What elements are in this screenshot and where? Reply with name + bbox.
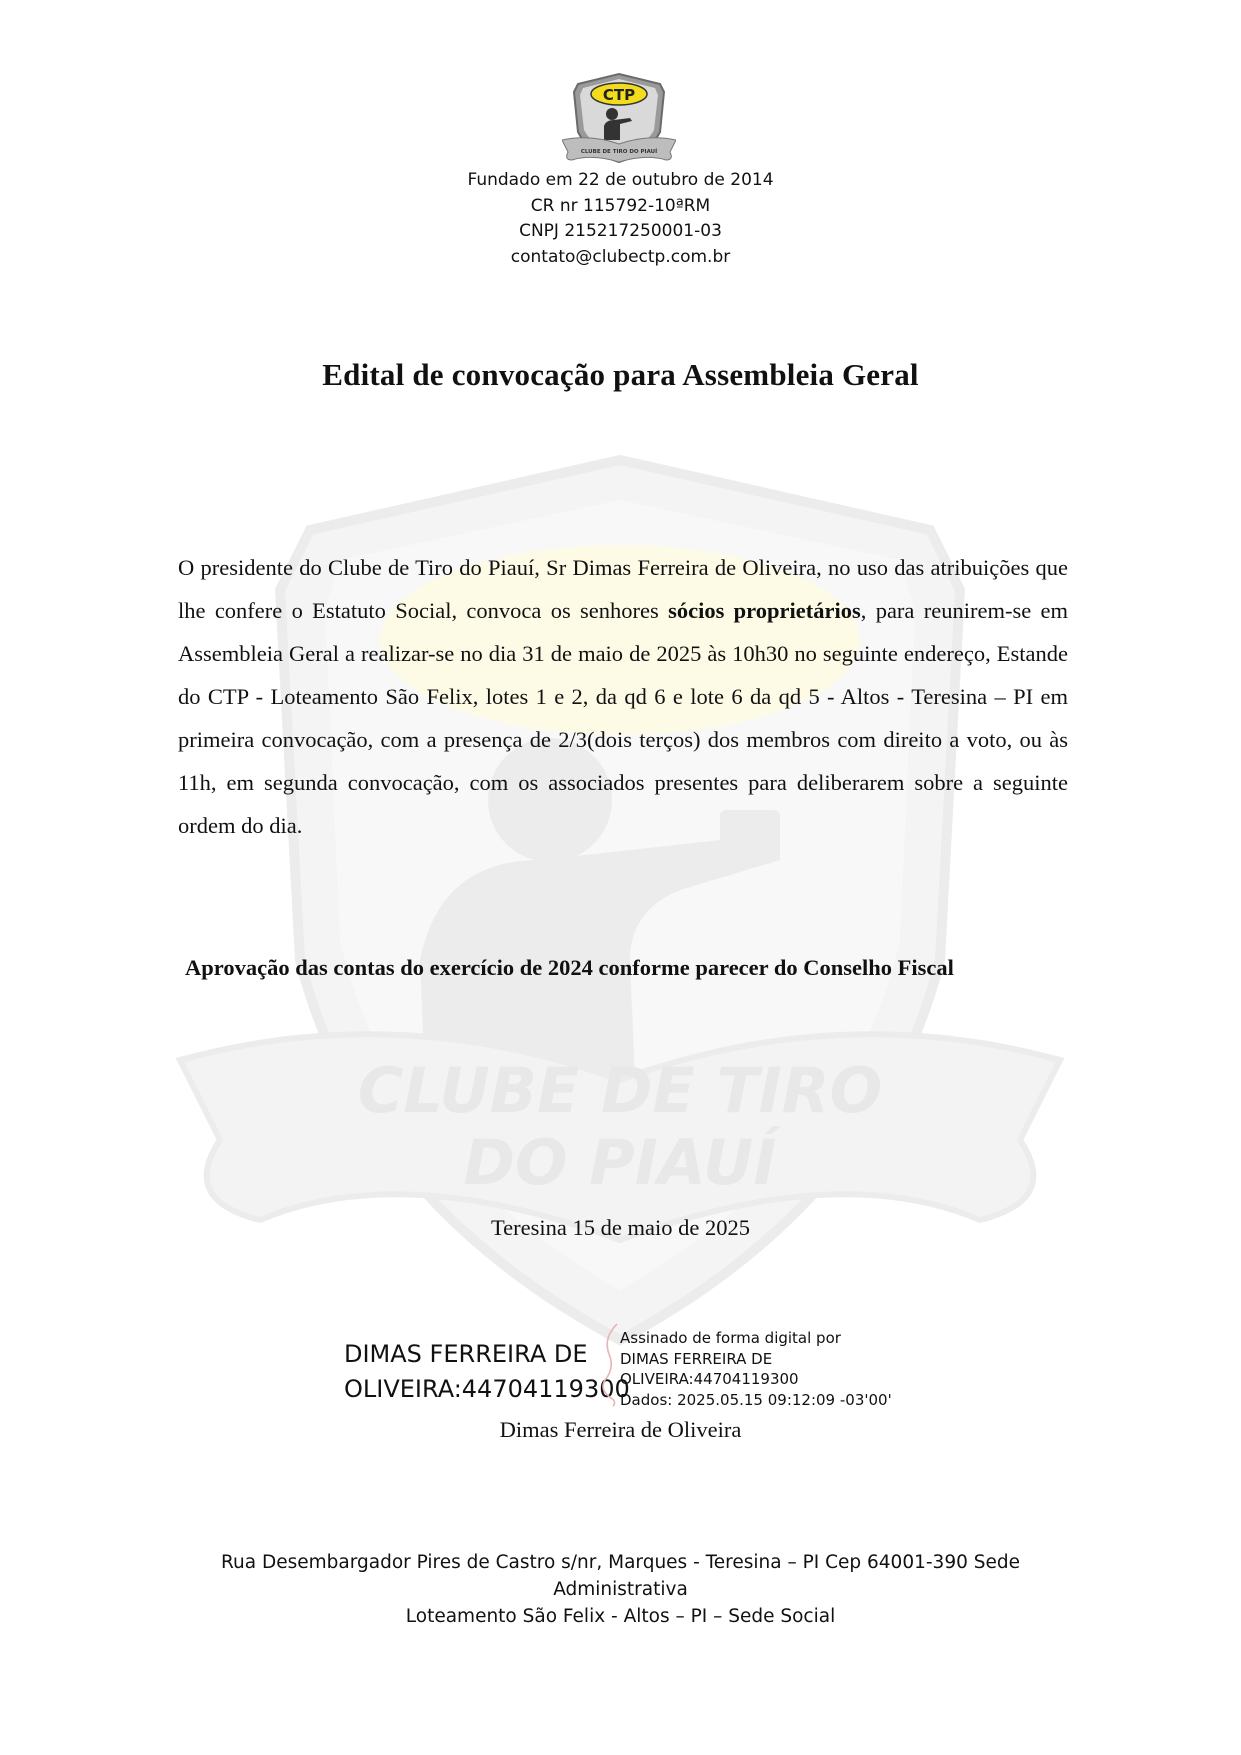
logo-banner-text: CLUBE DE TIRO DO PIAUÍ <box>580 149 658 155</box>
place-date-line: Teresina 15 de maio de 2025 <box>491 1215 750 1240</box>
club-header-info <box>0 168 1241 270</box>
signature-meta-line1: Assinado de forma digital por <box>620 1329 841 1347</box>
signature-name-line2: OLIVEIRA:44704119300 <box>344 1375 630 1403</box>
footer-address-line1: Rua Desembargador Pires de Castro s/nr, Marques - Teresina – PI Cep 64001-390 Sede <box>221 1552 1020 1573</box>
founded-line: Fundado em 22 de outubro de 2014 <box>467 170 774 190</box>
digital-signature-name <box>344 1337 630 1407</box>
cr-line: CR nr 115792-10ªRM <box>530 195 711 216</box>
signature-meta-line4: Dados: 2025.05.15 09:12:09 -03'00' <box>620 1390 892 1409</box>
digital-signature-details <box>620 1328 892 1410</box>
signer-name: Dimas Ferreira de Oliveira <box>499 1417 742 1442</box>
paragraph-part-1: O presidente do Clube de Tiro do Piauí, Sr Dimas Ferreira de Oliveira, no uso das atribuições que lhe confere o Estatuto Social, convoca os senhores <box>178 555 1068 623</box>
signature-meta-line3: OLIVEIRA:44704119300 <box>620 1370 799 1388</box>
page-footer <box>0 1549 1241 1630</box>
cnpj-line: CNPJ 215217250001-03 <box>519 221 722 241</box>
footer-address-line3: Loteamento São Felix - Altos – PI – Sede Social <box>405 1606 836 1627</box>
club-logo-badge <box>562 70 676 166</box>
agenda-item: Aprovação das contas do exercício de 2024 conforme parecer do Conselho Fiscal <box>185 955 954 980</box>
watermark-text-line1: CLUBE DE TIRO <box>357 1054 883 1127</box>
logo-letters: CTP <box>602 86 636 104</box>
paragraph-bold-members: sócios proprietários <box>668 598 861 623</box>
document-title: Edital de convocação para Assembleia Geral <box>322 357 919 392</box>
signature-meta-line2: DIMAS FERREIRA DE <box>620 1349 773 1368</box>
watermark-text-line2: DO PIAUÍ <box>463 1126 777 1199</box>
email-line: contato@clubectp.com.br <box>510 246 731 267</box>
signature-name-line1: DIMAS FERREIRA DE <box>344 1340 588 1368</box>
footer-address-line2: Administrativa <box>553 1579 688 1600</box>
paragraph-part-2: , para reunirem-se em Assembleia Geral a realizar-se no dia 31 de maio de 2025 às 10h30 no seguinte endereço, Estande do CTP - Loteamento São Felix, lotes 1 e 2, da qd 6 e lote 6 da qd 5 - Altos - Teresina – PI em primeira convocação, com a presença de 2/3(dois terços) dos membros com direito a voto, ou às 11h, em segunda convocação, com os associados presentes para deliberarem sobre a seguinte ordem do dia. <box>178 598 1069 838</box>
convocation-paragraph <box>178 546 1068 847</box>
